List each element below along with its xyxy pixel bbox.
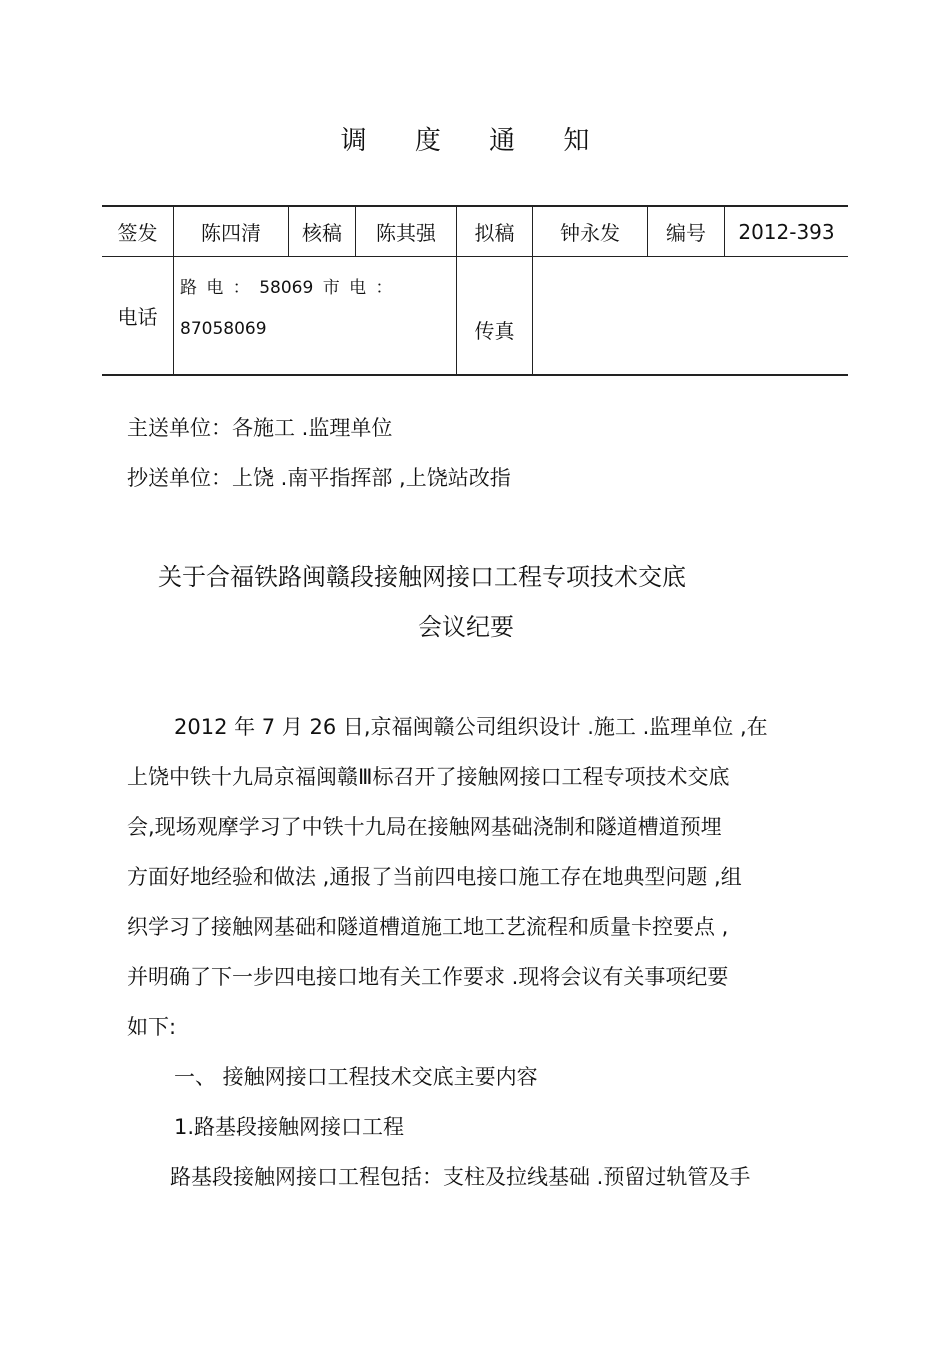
copy-recipients: 抄送单位：上饶 .南平指挥部 ,上饶站改指 [127,466,511,490]
body-line: 并明确了下一步四电接口地有关工作要求 .现将会议有关事项纪要 [127,965,729,989]
review-value: 陈其强 [356,206,457,257]
phone-line-2: 87058069 [180,319,267,339]
review-label: 核稿 [289,206,356,257]
phone-line-1: 路 电 ： 58069 市 电 ： [180,278,393,298]
section-heading: 一、 接触网接口工程技术交底主要内容 [174,1065,538,1089]
body-line: 路基段接触网接口工程包括：支柱及拉线基础 .预留过轨管及手 [170,1165,751,1189]
phone-label: 电话 [102,257,174,376]
fax-value [533,257,849,376]
sign-value: 陈四清 [174,206,289,257]
body-line: 2012 年 7 月 26 日,京福闽赣公司组织设计 .施工 .监理单位 ,在 [174,715,768,739]
number-label: 编号 [648,206,725,257]
body-line: 上饶中铁十九局京福闽赣Ⅲ标召开了接触网接口工程专项技术交底 [127,765,730,789]
notice-title: 调 度 通 知 [340,126,610,156]
phone-cell [174,257,457,376]
body-line: 织学习了接触网基础和隧道槽道施工地工艺流程和质量卡控要点 , [127,915,729,939]
header-table [102,205,848,376]
draft-label: 拟稿 [457,206,533,257]
fax-label: 传真 [457,257,533,376]
subsection-heading: 1.路基段接触网接口工程 [174,1115,405,1139]
body-line: 如下: [127,1015,177,1039]
document-title-line-1: 关于合福铁路闽赣段接触网接口工程专项技术交底 [158,563,686,591]
number-value: 2012-393 [725,206,849,257]
document-title-line-2: 会议纪要 [418,613,514,641]
body-line: 方面好地经验和做法 ,通报了当前四电接口施工存在地典型问题 ,组 [127,865,742,889]
sign-label: 签发 [102,206,174,257]
body-line: 会,现场观摩学习了中铁十九局在接触网基础浇制和隧道槽道预埋 [127,815,722,839]
main-recipients: 主送单位：各施工 .监理单位 [127,416,393,440]
draft-value: 钟永发 [533,206,648,257]
